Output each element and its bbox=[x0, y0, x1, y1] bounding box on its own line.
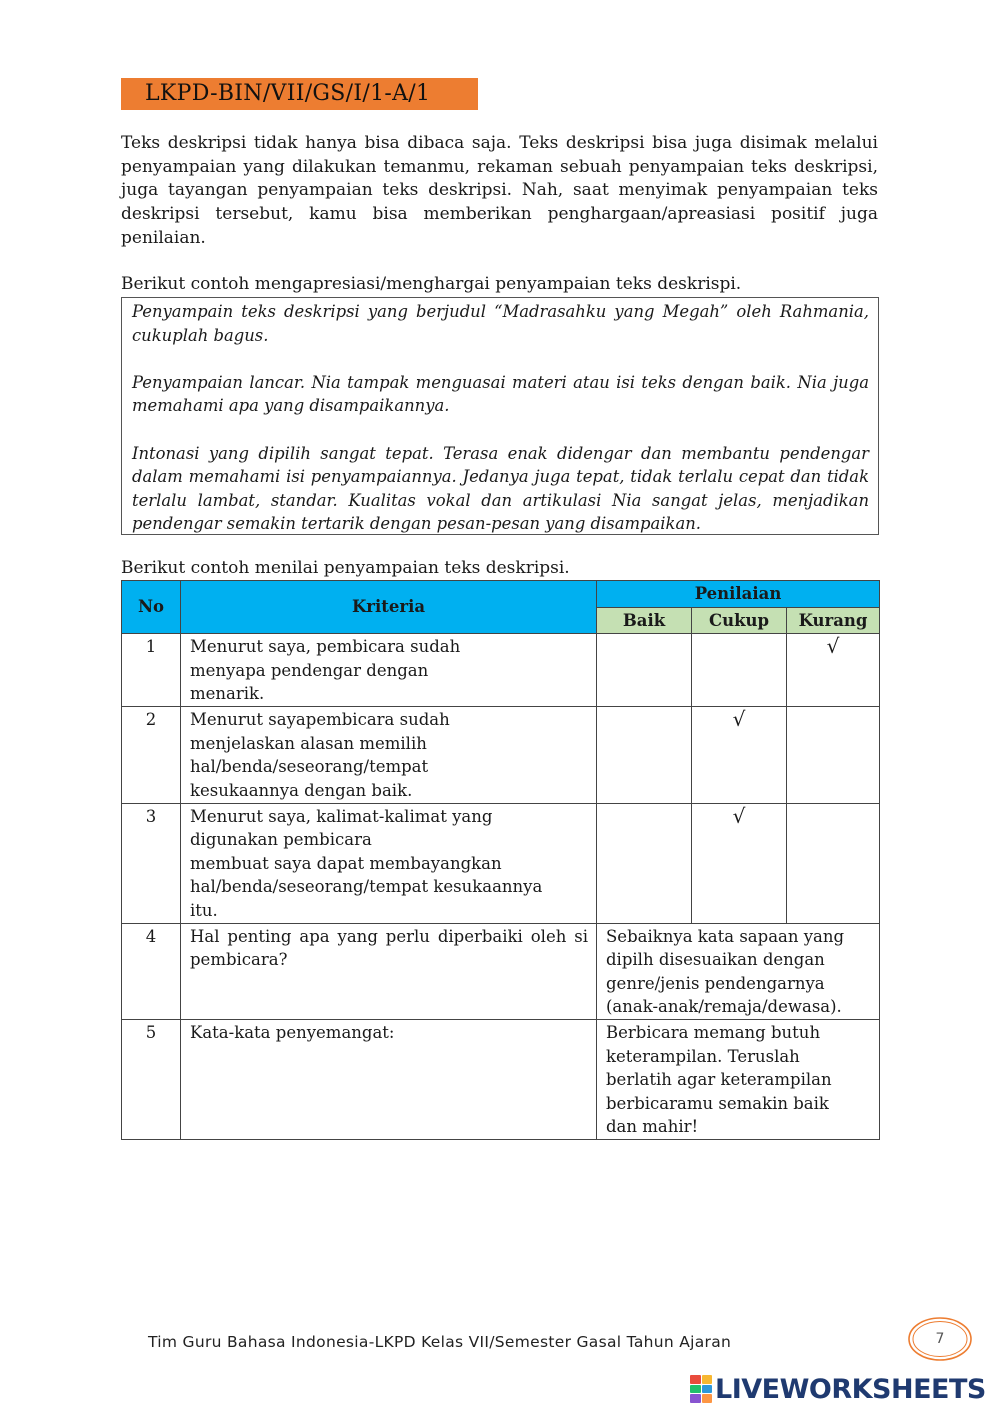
rating-cukup-cell[interactable]: √ bbox=[692, 707, 787, 803]
table-row bbox=[122, 634, 880, 707]
brand-watermark bbox=[690, 1373, 986, 1405]
liveworksheets-logo-icon bbox=[690, 1375, 712, 1403]
criteria-cell bbox=[181, 634, 597, 707]
appreciation-example-box bbox=[121, 297, 879, 535]
header-kurang: Kurang bbox=[787, 607, 880, 634]
rating-baik-cell[interactable] bbox=[597, 634, 692, 707]
criteria-cell bbox=[181, 803, 597, 923]
table-row bbox=[122, 707, 880, 803]
brand-name: LIVEWORKSHEETS bbox=[715, 1373, 986, 1405]
answer-line: (anak-anak/remaja/dewasa). bbox=[606, 997, 842, 1017]
answer-line: berbicaramu semakin baik bbox=[606, 1093, 829, 1113]
worksheet-code-label: LKPD-BIN/VII/GS/I/1-A/1 bbox=[121, 78, 478, 110]
answer-cell[interactable] bbox=[597, 1019, 880, 1139]
criteria-line: hal/benda/seseorang/tempat bbox=[190, 757, 429, 777]
rating-kurang-cell[interactable] bbox=[787, 803, 880, 923]
page-number-badge bbox=[907, 1316, 973, 1362]
answer-line: Sebaiknya kata sapaan yang bbox=[606, 926, 845, 946]
footer-text: Tim Guru Bahasa Indonesia-LKPD Kelas VII/Semester Gasal Tahun Ajaran bbox=[148, 1333, 732, 1351]
rating-baik-cell[interactable] bbox=[597, 803, 692, 923]
answer-line: berlatih agar keterampilan bbox=[606, 1070, 832, 1090]
header-no: No bbox=[122, 581, 181, 634]
header-baik: Baik bbox=[597, 607, 692, 634]
criteria-line: kesukaannya dengan baik. bbox=[190, 780, 413, 800]
criteria-line: itu. bbox=[190, 900, 218, 920]
criteria-line: menarik. bbox=[190, 684, 265, 704]
rating-kurang-cell[interactable] bbox=[787, 707, 880, 803]
rating-cukup-cell[interactable]: √ bbox=[692, 803, 787, 923]
answer-line: dan mahir! bbox=[606, 1117, 699, 1137]
criteria-cell bbox=[181, 707, 597, 803]
answer-line: keterampilan. Teruslah bbox=[606, 1046, 800, 1066]
criteria-line: Menurut saya, kalimat-kalimat yang bbox=[190, 806, 493, 826]
criteria-line: digunakan pembicara bbox=[190, 830, 372, 850]
question-cell: Kata-kata penyemangat: bbox=[181, 1019, 597, 1139]
page-number: 7 bbox=[935, 1331, 945, 1347]
row-number: 5 bbox=[122, 1019, 181, 1139]
row-number: 1 bbox=[122, 634, 181, 707]
example-paragraph: Penyampaian lancar. Nia tampak menguasai materi atau isi teks dengan baik. Nia juga memahami apa yang disampaikannya. bbox=[132, 372, 869, 416]
criteria-line: Menurut saya, pembicara sudah bbox=[190, 637, 461, 657]
table-row bbox=[122, 1019, 880, 1139]
header-penilaian: Penilaian bbox=[597, 581, 880, 608]
rating-baik-cell[interactable] bbox=[597, 707, 692, 803]
question-cell: Hal penting apa yang perlu diperbaiki oleh si pembicara? bbox=[181, 923, 597, 1019]
table-row bbox=[122, 803, 880, 923]
criteria-line: Menurut sayapembicara sudah bbox=[190, 710, 450, 730]
example-paragraph: Penyampain teks deskripsi yang berjudul “Madrasahku yang Megah” oleh Rahmania, cukuplah bagus. bbox=[132, 302, 869, 345]
criteria-line: menyapa pendengar dengan bbox=[190, 660, 429, 680]
row-number: 4 bbox=[122, 923, 181, 1019]
criteria-line: membuat saya dapat membayangkan bbox=[190, 853, 502, 873]
criteria-line: hal/benda/seseorang/tempat kesukaannya bbox=[190, 877, 543, 897]
header-kriteria: Kriteria bbox=[181, 581, 597, 634]
example-paragraph: Intonasi yang dipilih sangat tepat. Terasa enak didengar dan membantu pendengar dalam memahami isi penyampaiannya. Jedanya juga tepat, tidak terlalu cepat dan tidak terlalu lambat, standar. Kualitas vokal dan artikulasi Nia sangat jelas, menjadikan pendengar semakin tertarik dengan pesan-pesan yang disampaikan. bbox=[132, 443, 869, 534]
rating-kurang-cell[interactable]: √ bbox=[787, 634, 880, 707]
row-number: 3 bbox=[122, 803, 181, 923]
answer-line: genre/jenis pendengarnya bbox=[606, 973, 825, 993]
criteria-line: menjelaskan alasan memilih bbox=[190, 733, 427, 753]
table-row bbox=[122, 923, 880, 1019]
assessment-table bbox=[121, 580, 880, 1140]
assessment-lead: Berikut contoh menilai penyampaian teks deskripsi. bbox=[121, 558, 570, 578]
answer-cell[interactable] bbox=[597, 923, 880, 1019]
header-cukup: Cukup bbox=[692, 607, 787, 634]
answer-line: dipilh disesuaikan dengan bbox=[606, 950, 825, 970]
answer-line: Berbicara memang butuh bbox=[606, 1022, 821, 1042]
appreciation-lead: Berikut contoh mengapresiasi/menghargai penyampaian teks deskrispi. bbox=[121, 274, 742, 294]
row-number: 2 bbox=[122, 707, 181, 803]
rating-cukup-cell[interactable] bbox=[692, 634, 787, 707]
intro-paragraph: Teks deskripsi tidak hanya bisa dibaca saja. Teks deskripsi bisa juga disimak melalui penyampaian yang dilakukan temanmu, rekaman sebuah penyampaian teks deskripsi, juga tayangan penyampaian teks deskripsi. Nah, saat menyimak penyampaian teks deskripsi tersebut, kamu bisa memberikan penghargaan/apreasiasi positif juga penilaian. bbox=[121, 133, 878, 248]
